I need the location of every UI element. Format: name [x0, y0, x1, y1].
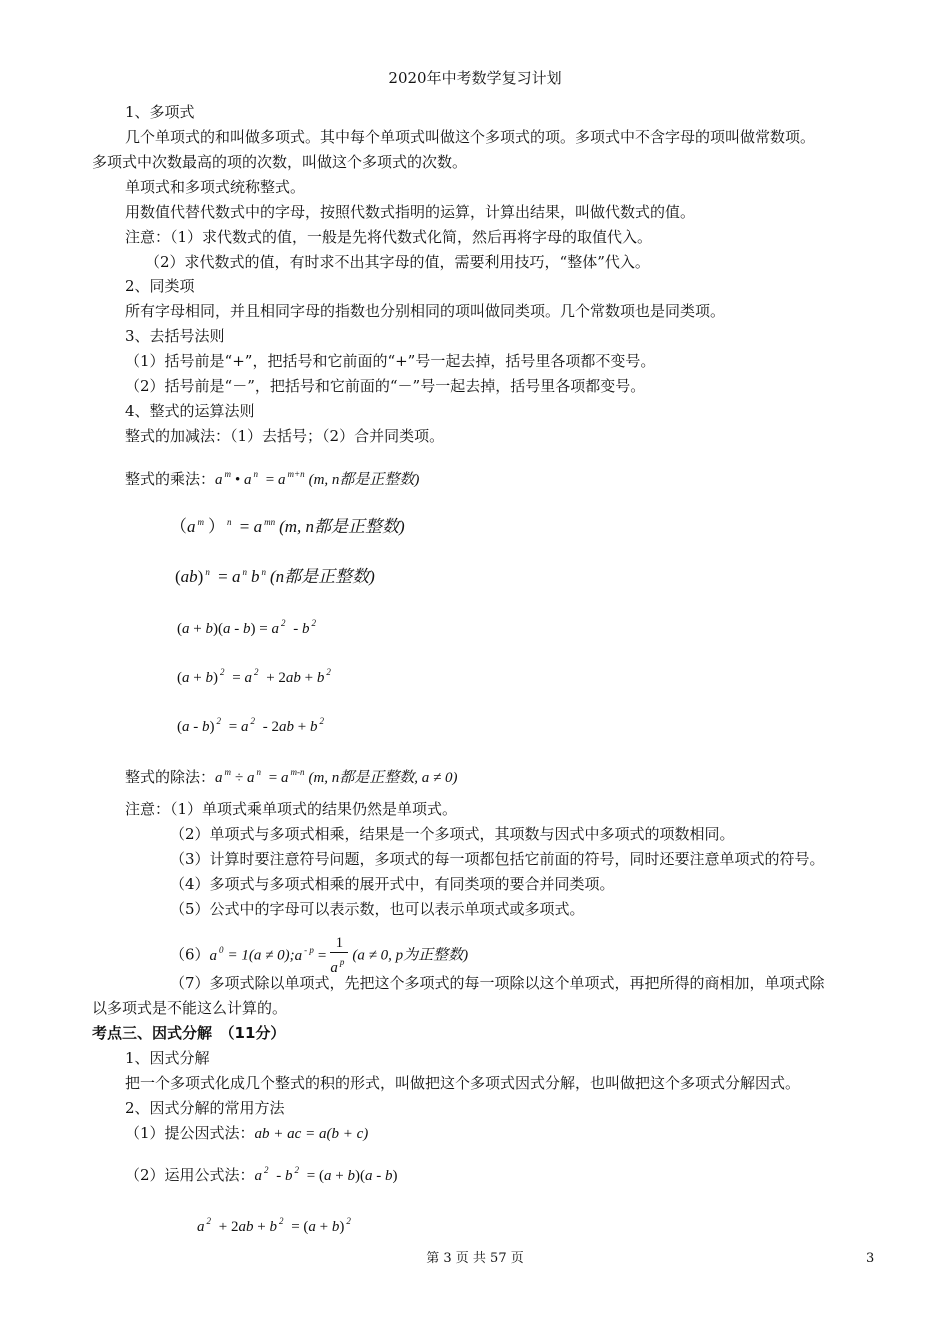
formula-line	[170, 512, 405, 537]
paragraph: 所有字母相同，并且相同字母的指数也分别相同的项叫做同类项。几个常数项也是同类项。	[125, 302, 726, 320]
formula: a $^m$ • a $^n$ = a $^{m+n}$	[215, 469, 305, 488]
formula-line	[177, 613, 320, 639]
section-heading: 3、去括号法则	[125, 327, 225, 345]
page-title: 2020年中考数学复习计划	[388, 69, 562, 87]
formula-condition: (n都是正整数)	[269, 567, 375, 586]
formula-line	[177, 711, 328, 737]
paragraph: 把一个多项式化成几个整式的积的形式，叫做把这个多项式因式分解，也叫做把这个多项式分解因式。	[125, 1074, 801, 1092]
note: （4）多项式与多项式相乘的展开式中，有同类项的要合并同类项。	[170, 875, 615, 893]
formula-line	[125, 464, 419, 490]
paragraph: （1）括号前是“+”，把括号和它前面的“+”号一起去掉，括号里各项都不变号。	[125, 352, 656, 370]
note: 以多项式是不能这么计算的。	[92, 999, 288, 1017]
formula: (ab) $^n$ = a $^n$ b $^n$	[175, 567, 266, 586]
formula: a $^{- p}$ =	[294, 944, 327, 964]
section-heading: 1、因式分解	[125, 1049, 210, 1067]
section-heading: 2、同类项	[125, 277, 195, 295]
formula-condition: (m, n都是正整数)	[308, 472, 420, 488]
page-counter: 第 3 页 共 57 页	[426, 1251, 524, 1266]
formula: （a $^m$ ） $^n$ = a $^{mn}$	[170, 517, 276, 536]
fraction: $\frac{1}{a ^p}$	[330, 934, 348, 977]
formula-label: 整式的除法：	[125, 768, 216, 786]
note-label: （6）	[170, 945, 210, 964]
formula: (a + b) $^2$ = a $^2$ + 2ab + b $^2$	[177, 667, 331, 686]
section-heading: 1、多项式	[125, 103, 195, 121]
formula-condition: (m, n都是正整数)	[279, 517, 405, 536]
section-heading: 4、整式的运算法则	[125, 402, 255, 420]
formula: a $^2$ - b $^2$ = (a + b)(a - b)	[254, 1165, 398, 1184]
formula: a $^m$ ÷ a $^n$ = a $^{m-n}$	[215, 767, 305, 786]
formula-line	[125, 1123, 368, 1144]
page-number: 3	[866, 1251, 875, 1266]
note: （7）多项式除以单项式，先把这个多项式的每一项除以这个单项式，再把所得的商相加，单项式除	[170, 974, 825, 992]
paragraph: 整式的加减法：（1）去括号；（2）合并同类项。	[125, 427, 445, 445]
paragraph: 用数值代替代数式中的字母，按照代数式指明的运算，计算出结果，叫做代数式的值。	[125, 203, 696, 221]
formula: = 1(a ≠ 0);	[227, 947, 295, 964]
formula: ab + ac = a(b + c)	[254, 1126, 369, 1142]
note: 注意：（1）求代数式的值，一般是先将代数式化简，然后再将字母的取值代入。	[125, 228, 653, 246]
formula: a $^2$ + 2ab + b $^2$ = (a + b) $^2$	[197, 1216, 351, 1235]
formula: (a + b)(a - b) = a $^2$ - b $^2$	[177, 618, 316, 637]
paragraph: （2）括号前是“－”，把括号和它前面的“－”号一起去掉，括号里各项都变号。	[125, 377, 646, 395]
note: 注意：（1）单项式乘单项式的结果仍然是单项式。	[125, 800, 458, 818]
formula-line	[197, 1211, 355, 1237]
method-label: （2）运用公式法：	[125, 1166, 255, 1184]
note: （2）求代数式的值，有时求不出其字母的值，需要利用技巧，“整体”代入。	[145, 253, 650, 271]
formula-line	[177, 662, 335, 688]
formula-condition: (m, n都是正整数, a ≠ 0)	[308, 770, 458, 786]
formula-line	[170, 934, 468, 977]
section-heading: 考点三、因式分解 （11分）	[92, 1024, 286, 1042]
formula: a $^0$	[209, 944, 224, 964]
paragraph: 几个单项式的和叫做多项式。其中每个单项式叫做这个多项式的项。多项式中不含字母的项叫做常数项。	[125, 128, 816, 146]
formula-label: 整式的乘法：	[125, 470, 216, 488]
formula-condition: (a ≠ 0, p为正整数)	[352, 947, 469, 964]
formula: (a - b) $^2$ = a $^2$ - 2ab + b $^2$	[177, 716, 324, 735]
note: （3）计算时要注意符号问题，多项式的每一项都包括它前面的符号，同时还要注意单项式的符号。	[170, 850, 825, 868]
paragraph: 多项式中次数最高的项的次数，叫做这个多项式的次数。	[92, 153, 468, 171]
note: （5）公式中的字母可以表示数，也可以表示单项式或多项式。	[170, 900, 585, 918]
note: （2）单项式与多项式相乘，结果是一个多项式，其项数与因式中多项式的项数相同。	[170, 825, 735, 843]
section-heading: 2、因式分解的常用方法	[125, 1099, 285, 1117]
paragraph: 单项式和多项式统称整式。	[125, 178, 306, 196]
formula-line	[175, 562, 375, 587]
formula-line	[125, 1160, 397, 1186]
method-label: （1）提公因式法：	[125, 1124, 255, 1142]
formula-line	[125, 762, 458, 788]
